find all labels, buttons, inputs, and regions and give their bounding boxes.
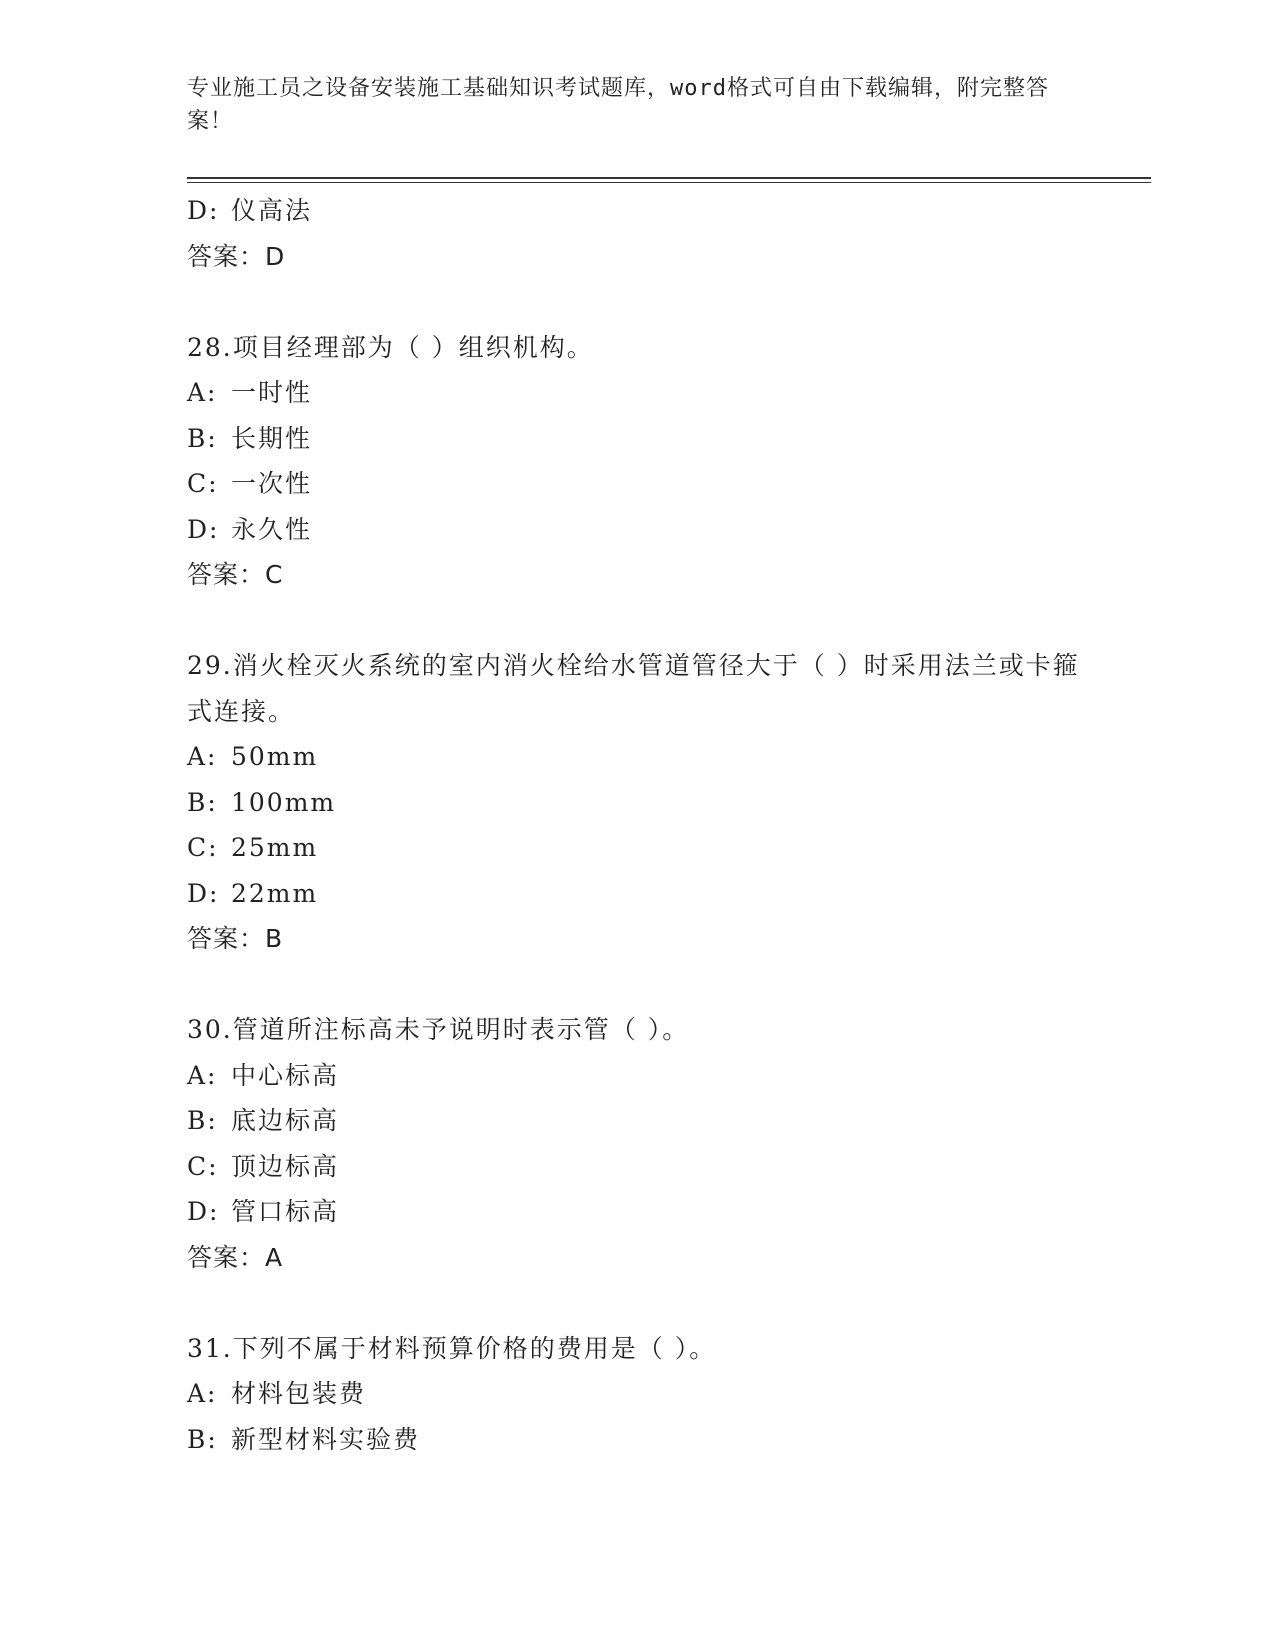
option-row — [187, 461, 1087, 507]
option-label: D: — [187, 514, 220, 544]
option-text: 22mm — [231, 878, 319, 908]
option-text: 一时性 — [231, 378, 313, 407]
option-label: B: — [187, 1106, 218, 1135]
option-text: 50mm — [231, 742, 319, 771]
option-row — [187, 416, 1087, 462]
option-row — [187, 370, 1087, 416]
option-label: D: — [187, 878, 220, 908]
option-row — [187, 734, 1087, 780]
option-row — [187, 1189, 1087, 1235]
answer-label: 答案： — [187, 241, 266, 271]
option-label: A: — [187, 1379, 218, 1408]
answer-value: C — [265, 560, 284, 589]
option-row — [187, 1098, 1087, 1144]
option-label: B: — [187, 423, 218, 453]
answer-row — [187, 1235, 1087, 1281]
option-row — [187, 780, 1087, 826]
option-label: B: — [187, 1424, 218, 1454]
option-row — [187, 1053, 1087, 1099]
option-label: B: — [187, 787, 218, 817]
question-text: 28.项目经理部为（ ）组织机构。 — [187, 332, 594, 362]
option-label: D: — [187, 1197, 220, 1226]
option-row — [187, 871, 1087, 917]
option-row — [187, 1371, 1087, 1417]
question-text: 30.管道所注标高未予说明时表示管（ ）。 — [187, 1015, 690, 1044]
option-text: 中心标高 — [231, 1060, 340, 1090]
option-text: 长期性 — [231, 423, 313, 453]
question-text: 29.消火栓灭火系统的室内消火栓给水管道管径大于（ ）时采用法兰或卡箍式连接。 — [187, 651, 1080, 726]
option-row — [187, 825, 1087, 871]
option-row — [187, 188, 1087, 234]
answer-value: A — [265, 1242, 284, 1272]
option-label: C: — [187, 1151, 219, 1181]
option-text: 管口标高 — [231, 1197, 340, 1226]
answer-row — [187, 552, 1087, 598]
option-label: C: — [187, 833, 219, 862]
option-label: D: — [187, 196, 220, 225]
option-text: 永久性 — [231, 514, 313, 544]
option-label: A: — [187, 378, 218, 407]
answer-row — [187, 916, 1087, 962]
answer-value: B — [265, 924, 284, 953]
header-title: 专业施工员之设备安装施工基础知识考试题库，word格式可自由下载编辑，附完整答案！ — [187, 76, 1049, 134]
option-label: A: — [187, 1060, 218, 1090]
question-text: 31.下列不属于材料预算价格的费用是（ ）。 — [187, 1333, 717, 1363]
option-row — [187, 1144, 1087, 1190]
option-text: 新型材料实验费 — [231, 1424, 421, 1454]
option-text: 一次性 — [231, 469, 313, 498]
answer-label: 答案： — [187, 924, 266, 953]
option-text: 100mm — [231, 787, 337, 817]
option-text: 材料包装费 — [231, 1379, 367, 1408]
question-list — [187, 188, 1087, 1462]
answer-value: D — [265, 241, 286, 271]
answer-label: 答案： — [187, 560, 266, 589]
option-text: 底边标高 — [231, 1106, 340, 1135]
option-text: 顶边标高 — [231, 1151, 340, 1181]
answer-row — [187, 234, 1087, 280]
option-label: A: — [187, 742, 218, 771]
option-row — [187, 1417, 1087, 1463]
header-rule-thick — [187, 177, 1151, 179]
header-rule-thin — [187, 182, 1151, 183]
document-header — [187, 72, 1087, 138]
option-text: 仪高法 — [231, 196, 313, 225]
option-row — [187, 507, 1087, 553]
answer-label: 答案： — [187, 1242, 266, 1272]
option-label: C: — [187, 469, 219, 498]
option-text: 25mm — [231, 833, 319, 862]
